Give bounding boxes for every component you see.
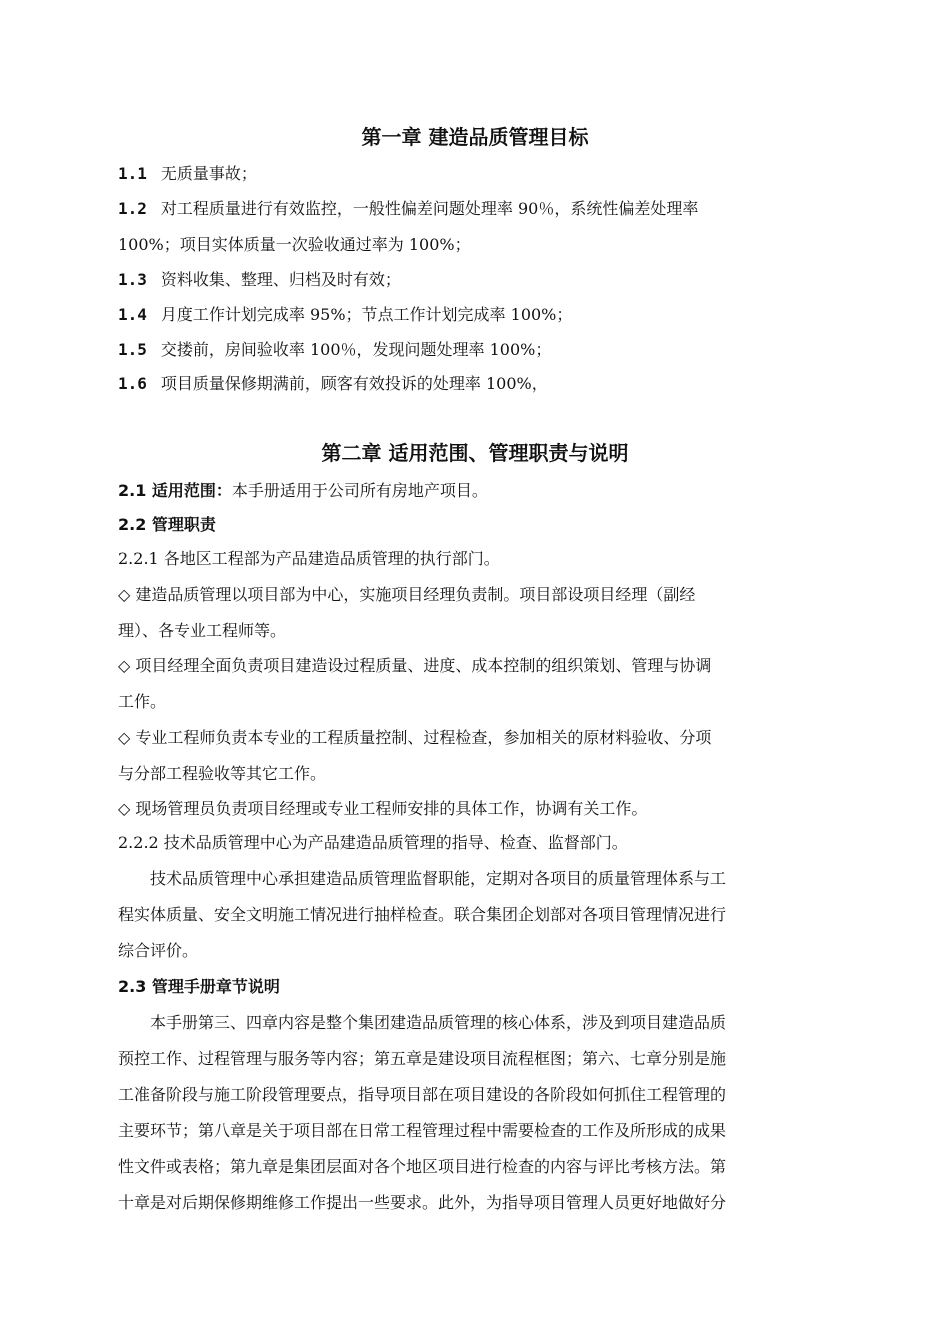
s23-para-line-3: 工准备阶段与施工阶段管理要点，指导项目部在项目建设的各阶段如何抓住工程管理的 <box>118 1085 727 1104</box>
section-2-1: 2.1 适用范围：本手册适用于公司所有房地产项目。 <box>118 481 488 500</box>
s222-para-line-1: 技术品质管理中心承担建造品质管理监督职能，定期对各项目的质量管理体系与工 <box>150 869 727 888</box>
goal-1-1: 1.1 无质量事故； <box>118 164 257 183</box>
goal-1-2: 1.2 对工程质量进行有效监控，一般性偏差问题处理率 90％，系统性偏差处理率 <box>118 199 699 218</box>
goal-1-2-continued: 100%；项目实体质量一次验收通过率为 100%； <box>118 235 471 254</box>
goal-1-6: 1.6 项目质量保修期满前，顾客有效投诉的处理率 100%， <box>118 374 548 393</box>
section-2-2-heading: 2.2 管理职责 <box>118 515 216 534</box>
s23-para-line-6: 十章是对后期保修期维修工作提出一些要求。此外，为指导项目管理人员更好地做好分 <box>118 1193 727 1212</box>
section-2-2-2: 2.2.2 技术品质管理中心为产品建造品质管理的指导、检查、监督部门。 <box>118 833 628 852</box>
bullet-1-line-1: ◇ 建造品质管理以项目部为中心，实施项目经理负责制。项目部设项目经理（副经 <box>118 585 696 604</box>
goal-1-3: 1.3 资料收集、整理、归档及时有效； <box>118 270 401 289</box>
section-2-2-1: 2.2.1 各地区工程部为产品建造品质管理的执行部门。 <box>118 549 500 568</box>
bullet-2-line-1: ◇ 项目经理全面负责项目建造设过程质量、进度、成本控制的组织策划、管理与协调 <box>118 656 712 675</box>
goal-1-4: 1.4 月度工作计划完成率 95%；节点工作计划完成率 100%； <box>118 305 573 324</box>
bullet-3-line-1: ◇ 专业工程师负责本专业的工程质量控制、过程检查，参加相关的原材料验收、分项 <box>118 728 712 747</box>
s23-para-line-5: 性文件或表格；第九章是集团层面对各个地区项目进行检查的内容与评比考核方法。第 <box>118 1157 727 1176</box>
s23-para-line-4: 主要环节；第八章是关于项目部在日常工程管理过程中需要检查的工作及所形成的成果 <box>118 1121 727 1140</box>
s23-para-line-2: 预控工作、过程管理与服务等内容；第五章是建设项目流程框图；第六、七章分别是施 <box>118 1049 727 1068</box>
chapter-2-title: 第二章 适用范围、管理职责与说明 <box>321 441 629 465</box>
bullet-3-line-2: 与分部工程验收等其它工作。 <box>118 764 327 783</box>
s222-para-line-2: 程实体质量、安全文明施工情况进行抽样检查。联合集团企划部对各项目管理情况进行 <box>118 905 727 924</box>
s222-para-line-3: 综合评价。 <box>118 941 199 960</box>
bullet-4-line-1: ◇ 现场管理员负责项目经理或专业工程师安排的具体工作，协调有关工作。 <box>118 799 648 818</box>
bullet-1-line-2: 理）、各专业工程师等。 <box>118 621 287 640</box>
bullet-2-line-2: 工作。 <box>118 692 167 711</box>
s23-para-line-1: 本手册第三、四章内容是整个集团建造品质管理的核心体系，涉及到项目建造品质 <box>150 1013 727 1032</box>
goal-1-5: 1.5 交搂前，房间验收率 100％，发现问题处理率 100%； <box>118 340 552 359</box>
chapter-1-title: 第一章 建造品质管理目标 <box>361 125 589 149</box>
section-2-3-heading: 2.3 管理手册章节说明 <box>118 977 280 996</box>
